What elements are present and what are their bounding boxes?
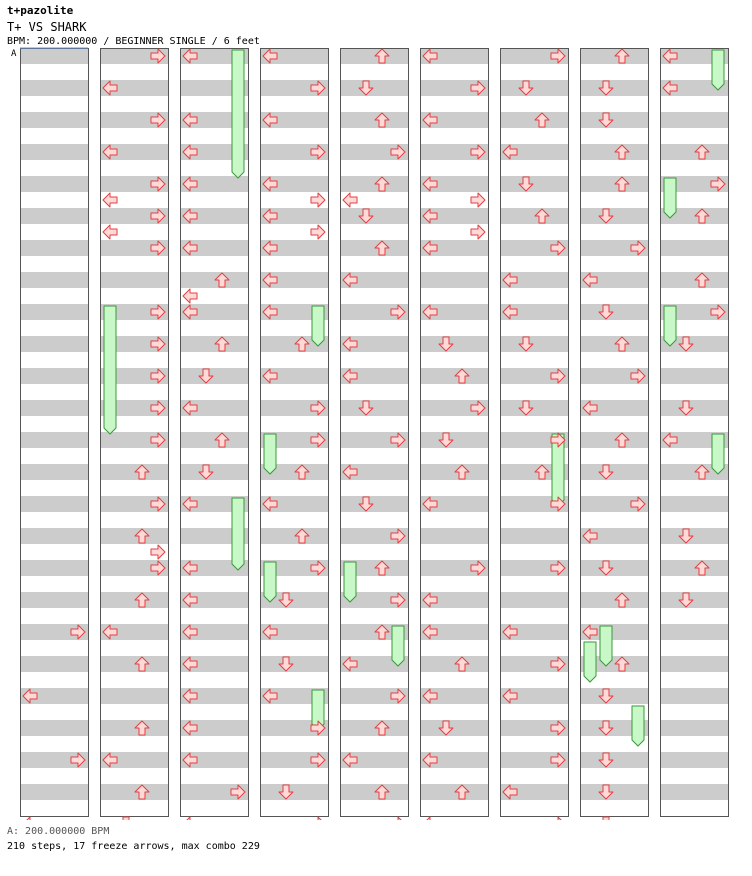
measure-stripe [660,368,728,384]
bpm-marker-label: A [11,49,17,59]
beat-stripe [660,528,728,544]
beat-stripe [500,208,568,224]
beat-stripe [100,528,168,544]
right-arrow-icon [311,193,325,207]
beat-stripe [100,720,168,736]
left-arrow-icon [183,289,197,303]
measure-stripe [20,176,88,192]
beat-stripe [660,272,728,288]
measure-stripe [580,176,648,192]
beat-stripe [20,784,88,800]
freeze-arrow [664,178,676,218]
left-arrow-icon [423,817,437,820]
measure-stripe [340,176,408,192]
left-arrow-icon [183,817,197,820]
beat-stripe [20,528,88,544]
measure-stripe [340,112,408,128]
measure-stripe [20,112,88,128]
measure-stripe [660,752,728,768]
beat-stripe [660,784,728,800]
measure-stripe [180,432,248,448]
measure-stripe [660,496,728,512]
measure-stripe [20,496,88,512]
measure-stripe [340,48,408,64]
down-arrow-icon [599,817,613,820]
beat-stripe [20,400,88,416]
beat-stripe [660,400,728,416]
beat-stripe [20,80,88,96]
beat-stripe [580,80,648,96]
measure-stripe [180,368,248,384]
measure-stripe [20,48,88,64]
beat-stripe [20,464,88,480]
beat-stripe [500,80,568,96]
measure-stripe [340,240,408,256]
beat-stripe [100,272,168,288]
beat-stripe [580,784,648,800]
beat-stripe [100,784,168,800]
freeze-arrow [264,562,276,602]
measure-stripe [580,112,648,128]
freeze-arrow [344,562,356,602]
right-arrow-icon [471,193,485,207]
measure-stripe [420,432,488,448]
freeze-arrow [232,498,244,570]
right-arrow-icon [391,817,405,820]
freeze-arrow [392,626,404,666]
measure-stripe [500,112,568,128]
beat-stripe [100,656,168,672]
beat-stripe [340,720,408,736]
freeze-arrow [712,434,724,474]
chart-info: BPM: 200.000000 / BEGINNER SINGLE / 6 feet [7,36,260,47]
measure-stripe [660,624,728,640]
freeze-arrow [632,706,644,746]
beat-stripe [420,336,488,352]
beat-stripe [420,464,488,480]
beat-stripe [100,592,168,608]
left-arrow-icon [23,817,37,820]
right-arrow-icon [311,225,325,239]
left-arrow-icon [103,193,117,207]
beat-stripe [260,528,328,544]
right-arrow-icon [311,817,325,820]
beat-stripe [500,336,568,352]
freeze-arrow [600,626,612,666]
measure-stripe [660,688,728,704]
measure-stripe [20,240,88,256]
beat-stripe [20,144,88,160]
measure-stripe [580,560,648,576]
measure-stripe [420,368,488,384]
beat-stripe [420,656,488,672]
right-arrow-icon [551,817,565,820]
beat-stripe [660,592,728,608]
beat-stripe [260,656,328,672]
beat-stripe [340,80,408,96]
beat-stripe [420,784,488,800]
freeze-arrow [312,306,324,346]
beat-stripe [20,720,88,736]
measure-stripe [20,560,88,576]
beat-stripe [260,784,328,800]
beat-stripe [580,592,648,608]
song-title: T+ VS SHARK [7,20,87,34]
measure-stripe [580,752,648,768]
beat-stripe [420,528,488,544]
beat-stripe [420,272,488,288]
measure-stripe [100,688,168,704]
beat-stripe [420,720,488,736]
beat-stripe [20,656,88,672]
beat-stripe [100,464,168,480]
measure-stripe [580,48,648,64]
beat-stripe [580,464,648,480]
freeze-arrow [104,306,116,434]
beat-stripe [580,208,648,224]
beat-stripe [20,272,88,288]
left-arrow-icon [103,225,117,239]
measure-stripes [20,48,728,800]
beat-stripe [180,464,248,480]
left-arrow-icon [343,193,357,207]
freeze-arrow [232,50,244,178]
beat-stripe [660,144,728,160]
beat-stripe [340,208,408,224]
measure-stripe [660,112,728,128]
beat-stripe [580,336,648,352]
measure-stripe [580,304,648,320]
measure-stripe [340,496,408,512]
beat-stripe [500,592,568,608]
beat-stripe [20,336,88,352]
beat-stripe [180,336,248,352]
freeze-arrow [664,306,676,346]
freeze-arrow [712,50,724,90]
freeze-arrow [264,434,276,474]
measure-stripe [660,560,728,576]
measure-stripe [500,176,568,192]
beat-stripe [180,272,248,288]
beat-stripe [500,528,568,544]
bpm-legend: A: 200.000000 BPM [7,826,110,837]
beat-stripe [340,784,408,800]
chart-stats: 210 steps, 17 freeze arrows, max combo 229 [7,841,260,852]
measure-stripe [580,432,648,448]
right-arrow-icon [471,225,485,239]
measure-stripe [20,432,88,448]
beat-stripe [20,208,88,224]
measure-stripe [580,688,648,704]
beat-stripe [580,144,648,160]
measure-stripe [20,368,88,384]
beat-stripe [20,592,88,608]
down-arrow-icon [119,817,133,820]
measure-stripe [660,240,728,256]
beat-stripe [500,400,568,416]
artist-name: t+pazolite [7,4,74,17]
beat-stripe [660,656,728,672]
freeze-arrow [584,642,596,682]
beat-stripe [660,720,728,736]
right-arrow-icon [151,545,165,559]
beat-stripe [340,400,408,416]
measure-stripe [20,304,88,320]
